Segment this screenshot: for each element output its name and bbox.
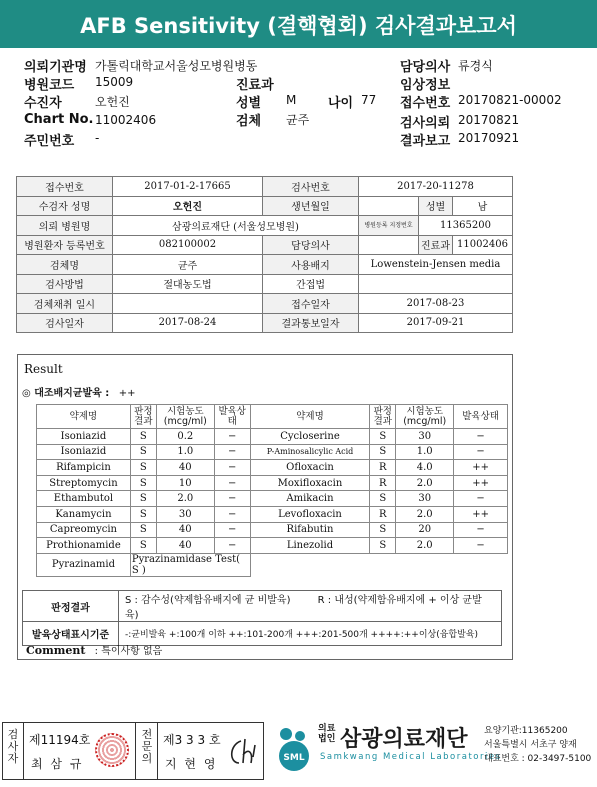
org-name: 삼광의료재단 [340,727,468,752]
req-date-label: 검사의뢰 [400,116,451,131]
table-row [17,313,513,333]
cell: Prothionamide [37,538,131,554]
report-title: AFB Sensitivity (결핵협회) 검사결과보고서 [80,14,517,38]
request-info-table [16,176,513,333]
cell: − [454,491,508,507]
growth-desc: -:균비발육 +:100개 이하 ++:101-200개 +++:201-500개 ++++:++이상(융합발육) [119,622,502,646]
cell: 40 [156,460,214,476]
cell: 1.0 [396,444,454,460]
cell [113,294,263,314]
cell: 성별 [419,196,453,216]
cell: 검체채취 일시 [17,294,113,314]
cell: Ofloxacin [250,460,370,476]
judge-r: R : 내성(약제함유배지에 + 이상 균발육) [125,595,482,621]
report-title-bar [0,0,597,48]
cell: Pyrazinamid [37,553,131,576]
cell: Cycloserine [250,429,370,445]
specialist-vert: 전문의 [141,728,153,765]
cell: 간접법 [263,274,359,294]
control-growth-label: ◎ 대조배지균발육 : [22,388,110,399]
org-en: Samkwang Medical Laboratories [320,752,502,762]
cell: Amikacin [250,491,370,507]
cell: S [370,491,396,507]
drug-sensitivity-table [36,404,508,577]
report-date-value: 20170921 [458,131,520,145]
cell: 2017-09-21 [359,313,513,333]
signature-box [2,722,264,780]
org-address [484,724,591,766]
control-growth [22,384,136,399]
id-label: 주민번호 [24,134,75,149]
table-row [17,294,513,314]
specimen-label: 검체 [236,114,262,129]
table-row [17,255,513,275]
specialist-no: 제3 3 3 호 [163,733,221,747]
inspector-seal [95,733,129,767]
cell: 절대농도법 [113,274,263,294]
cell: Rifampicin [37,460,131,476]
cell: Ethambutol [37,491,131,507]
cell: 병원등록 지정번호 [359,216,419,236]
cell: 20 [396,522,454,538]
table-row [37,491,508,507]
cell: R [370,460,396,476]
cell: S [130,491,156,507]
report-header [0,52,597,152]
comment-label: Comment [26,644,86,657]
cell [359,196,419,216]
sex-label: 성별 [236,96,262,111]
cell: P-Aminosalicylic Acid [250,444,370,460]
cell: 2.0 [396,506,454,522]
cell: 40 [156,522,214,538]
cell: Isoniazid [37,429,131,445]
cell: Pyrazinamidase Test( S ) [130,553,250,576]
cell: 검사방법 [17,274,113,294]
cell: 0.2 [156,429,214,445]
cell: 11365200 [419,216,513,236]
cell: 2.0 [156,491,214,507]
judge-s: S : 감수성(약제함유배지에 균 비발육) [125,595,291,606]
table-row [37,444,508,460]
doctor-value: 류경식 [458,59,493,73]
cell: 검사일자 [17,313,113,333]
cell: 사용배지 [263,255,359,275]
cell: − [454,538,508,554]
cell: 2017-08-24 [113,313,263,333]
control-growth-value: ++ [118,388,136,399]
patient-label: 수진자 [24,96,62,111]
comment [26,642,162,657]
col-header: 발육상태 [454,405,508,429]
cell: Lowenstein-Jensen media [359,255,513,275]
cell: 1.0 [156,444,214,460]
cell: 2017-08-23 [359,294,513,314]
addr-line: 요양기관:11365200 [484,726,568,736]
cell: S [130,429,156,445]
cell: 2.0 [396,475,454,491]
table-row [17,235,513,255]
cell: 11002406 [453,235,513,255]
cell: S [370,444,396,460]
cell: 병원환자 등록번호 [17,235,113,255]
cell: 균주 [113,255,263,275]
cell: Isoniazid [37,444,131,460]
col-header: 약제명 [37,405,131,429]
receipt-no-label: 접수번호 [400,96,451,111]
hospital-code-value: 15009 [95,75,134,89]
table-row [17,274,513,294]
cell: − [214,444,250,460]
institution-value: 가톨릭대학교서울성모병원병동 [95,59,258,73]
cell: 검체명 [17,255,113,275]
cell: 남 [453,196,513,216]
cell: − [214,429,250,445]
req-date-value: 20170821 [458,113,520,127]
cell: − [454,522,508,538]
logo-text: SML [283,753,305,763]
cell: ++ [454,506,508,522]
inspector-vert: 검사자 [7,728,19,765]
cell: ++ [454,460,508,476]
table-row [23,591,502,622]
doctor-label: 담당의사 [400,60,451,75]
table-row [17,216,513,236]
cell: S [370,429,396,445]
cell: 2017-20-11278 [359,177,513,197]
cell: − [214,475,250,491]
sex-value: M [286,93,297,107]
cell: 2.0 [396,538,454,554]
cell: − [214,460,250,476]
judge-desc [119,591,502,622]
clinical-label: 임상정보 [400,78,451,93]
cell: − [214,522,250,538]
cell: 40 [156,538,214,554]
cell: Streptomycin [37,475,131,491]
cell: Kanamycin [37,506,131,522]
judge-label: 판정결과 [23,591,119,622]
specimen-value: 균주 [286,113,310,127]
table-row [37,460,508,476]
cell: 생년월일 [263,196,359,216]
cell: Moxifloxacin [250,475,370,491]
cell: S [130,522,156,538]
cell: Capreomycin [37,522,131,538]
cell: 접수번호 [17,177,113,197]
table-row [37,538,508,554]
cell: 082100002 [113,235,263,255]
cell: 2017-01-2-17665 [113,177,263,197]
table-row [37,475,508,491]
id-value: - [95,131,100,145]
result-heading: Result [24,362,63,376]
table-header-row [37,405,508,429]
patient-value: 오헌진 [95,95,130,109]
cell: S [130,506,156,522]
col-header: 시험농도(mcg/ml) [396,405,454,429]
cell: 수검자 성명 [17,196,113,216]
institution-label: 의뢰기관명 [24,60,87,75]
col-header: 판정결과 [370,405,396,429]
inspector-name: 최 삼 규 [31,757,84,771]
cell: 30 [156,506,214,522]
col-header: 판정결과 [130,405,156,429]
cell: 4.0 [396,460,454,476]
cell: 오헌진 [113,196,263,216]
cell: S [130,444,156,460]
cell: ++ [454,475,508,491]
age-label: 나이 [328,96,354,111]
cell: Levofloxacin [250,506,370,522]
col-header: 시험농도(mcg/ml) [156,405,214,429]
cell: S [370,538,396,554]
cell: 10 [156,475,214,491]
cell: Linezolid [250,538,370,554]
cell: − [454,444,508,460]
addr-line: 서울특별시 서초구 양재 [484,740,577,750]
cell: R [370,506,396,522]
cell [359,274,513,294]
cell: 진료과 [419,235,453,255]
cell: 삼광의료재단 (서울성모병원) [113,216,359,236]
cell: 접수일자 [263,294,359,314]
inspector-no: 제11194호 [29,733,91,747]
chart-label: Chart No. [24,112,94,127]
cell: 30 [396,429,454,445]
growth-label: 발육상태표시기준 [23,622,119,646]
cell: S [130,475,156,491]
cell [250,553,507,576]
table-row [17,196,513,216]
cell: − [454,429,508,445]
cell [359,235,419,255]
cell: 검사번호 [263,177,359,197]
cell: − [214,506,250,522]
table-row [37,553,508,576]
chart-value: 11002406 [95,113,157,127]
dept-label: 진료과 [236,78,274,93]
cell: 의뢰 병원명 [17,216,113,236]
report-date-label: 결과보고 [400,134,451,149]
table-row [17,177,513,197]
cell: − [214,538,250,554]
signature-mark [223,733,259,769]
table-row [37,506,508,522]
specialist-name: 지 현 영 [165,757,218,771]
cell: 30 [396,491,454,507]
col-header: 약제명 [250,405,370,429]
cell: − [214,491,250,507]
cell: 담당의사 [263,235,359,255]
hospital-code-label: 병원코드 [24,78,75,93]
org-small: 의료법인 [318,724,336,744]
cell: Rifabutin [250,522,370,538]
col-header: 발육상태 [214,405,250,429]
comment-text: : 특이사항 없음 [94,646,163,657]
cell: 결과통보일자 [263,313,359,333]
sml-logo-icon [272,722,316,774]
age-value: 77 [361,93,377,107]
cell: S [370,522,396,538]
cell: R [370,475,396,491]
table-row [37,522,508,538]
addr-line: 대표번호 : 02-3497-5100 [484,754,592,764]
cell: S [130,460,156,476]
cell: S [130,538,156,554]
legend-table [22,590,502,646]
table-row [37,429,508,445]
receipt-no-value: 20170821-00002 [458,93,562,107]
